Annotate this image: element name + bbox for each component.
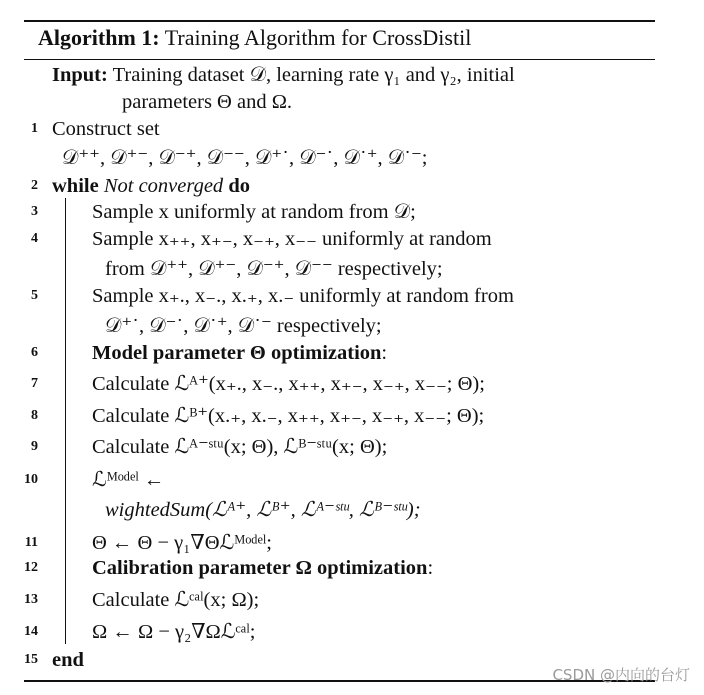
watermark: CSDN @内向的台灯 <box>552 666 690 684</box>
algorithm-title <box>38 25 471 51</box>
colon: : <box>427 557 434 579</box>
algo-line-10-cont: wightedSum(ℒᴬ⁺, ℒᴮ⁺, ℒᴬ⁻ˢᵗᵘ, ℒᴮ⁻ˢᵗᵘ); <box>105 499 421 521</box>
algo-line-14: Ω ← Ω − γ₂∇Ωℒᶜᵃˡ; <box>92 621 256 643</box>
input-label: Input: <box>52 64 108 86</box>
algo-line-4-cont: from 𝒟⁺⁺, 𝒟⁺⁻, 𝒟⁻⁺, 𝒟⁻⁻ respectively; <box>105 258 443 280</box>
algo-line-6 <box>92 340 387 366</box>
do-keyword: do <box>228 175 250 197</box>
line-number-12: 12 <box>24 560 38 575</box>
line-number-15: 15 <box>24 652 38 667</box>
algorithm-name: Training Algorithm for CrossDistil <box>159 25 472 50</box>
algo-line-12 <box>92 555 433 581</box>
algo-line-13: Calculate ℒᶜᵃˡ(x; Ω); <box>92 589 260 611</box>
title-rule <box>24 59 655 60</box>
algo-line-10: ℒᴹᵒᵈᵉˡ ← <box>92 469 165 491</box>
line-number-10: 10 <box>24 472 38 487</box>
algo-line-4: Sample x₊₊, x₊₋, x₋₊, x₋₋ uniformly at random <box>92 228 492 250</box>
algo-line-2 <box>52 173 250 199</box>
colon: : <box>381 342 388 364</box>
loop-body-bar <box>65 198 66 644</box>
algo-line-9: Calculate ℒᴬ⁻ˢᵗᵘ(x; Θ), ℒᴮ⁻ˢᵗᵘ(x; Θ); <box>92 436 388 458</box>
line-number-8: 8 <box>31 408 38 423</box>
line-number-7: 7 <box>31 376 38 391</box>
line-number-9: 9 <box>31 439 38 454</box>
line-number-11: 11 <box>24 535 38 550</box>
line-number-3: 3 <box>31 204 38 219</box>
line-number-13: 13 <box>24 592 38 607</box>
algo-line-8: Calculate ℒᴮ⁺(x.₊, x.₋, x₊₊, x₊₋, x₋₊, x₋₋; Θ); <box>92 405 485 427</box>
line-number-6: 6 <box>31 345 38 360</box>
while-keyword: while <box>52 175 99 197</box>
calibration-optimization-heading: Calibration parameter Ω optimization <box>92 557 428 579</box>
input-line-1 <box>52 62 515 88</box>
algo-line-11: Θ ← Θ − γ₁∇Θℒᴹᵒᵈᵉˡ; <box>92 532 272 554</box>
line-number-1: 1 <box>31 121 38 136</box>
input-line-2: parameters Θ and Ω. <box>122 91 293 113</box>
algo-line-5-cont: 𝒟⁺˙, 𝒟⁻˙, 𝒟˙⁺, 𝒟˙⁻ respectively; <box>105 315 382 337</box>
algorithm-label: Algorithm 1: <box>38 25 160 50</box>
algo-line-5: Sample x₊., x₋., x.₊, x.₋ uniformly at random from <box>92 285 514 307</box>
loop-condition: Not converged <box>98 175 229 197</box>
algo-line-7: Calculate ℒᴬ⁺(x₊., x₋., x₊₊, x₊₋, x₋₊, x₋₋; Θ); <box>92 373 485 395</box>
algo-line-1-cont: 𝒟⁺⁺, 𝒟⁺⁻, 𝒟⁻⁺, 𝒟⁻⁻, 𝒟⁺˙, 𝒟⁻˙, 𝒟˙⁺, 𝒟˙⁻; <box>62 147 428 169</box>
input-text-1: Training dataset 𝒟, learning rate γ₁ and γ₂, initial <box>107 64 515 86</box>
line-number-4: 4 <box>31 231 38 246</box>
algo-line-3: Sample x uniformly at random from 𝒟; <box>92 201 416 223</box>
line-number-2: 2 <box>31 178 38 193</box>
model-optimization-heading: Model parameter Θ optimization <box>92 342 382 364</box>
top-rule <box>24 20 655 22</box>
line-number-14: 14 <box>24 624 38 639</box>
end-keyword: end <box>52 649 84 671</box>
algo-line-1: Construct set <box>52 118 160 140</box>
line-number-5: 5 <box>31 288 38 303</box>
